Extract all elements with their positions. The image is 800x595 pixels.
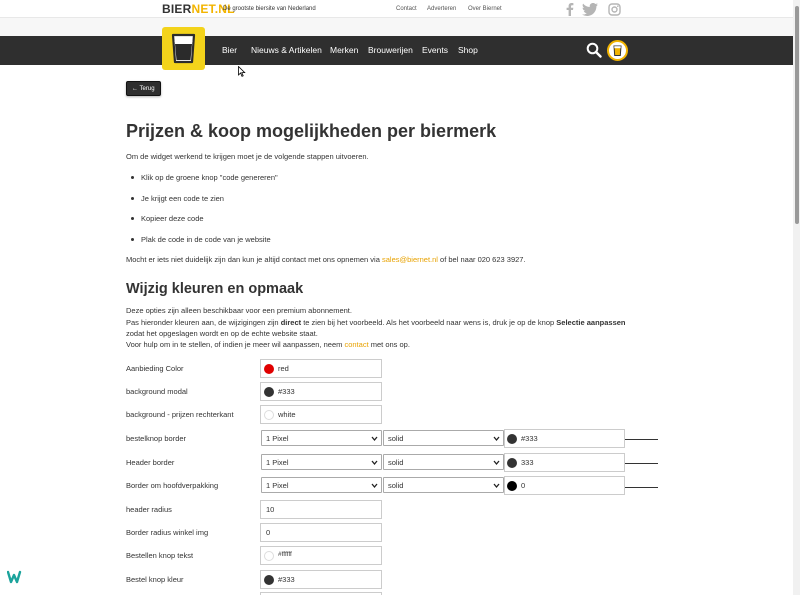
contact-link[interactable]: Contact — [396, 6, 417, 12]
email-link[interactable]: sales@biernet.nl — [381, 255, 438, 264]
field-value: 0 — [266, 528, 271, 537]
instruction-selectie: Selectie aanpassen — [556, 318, 626, 327]
beer-account-icon[interactable] — [607, 40, 628, 61]
hoofdverpakking-border-style-select[interactable] — [383, 477, 504, 493]
brand-watermark-icon — [7, 570, 22, 589]
bestellen-knop-tekst-input[interactable] — [260, 546, 382, 565]
field-value: #333 — [521, 434, 538, 443]
bullet-dot — [131, 217, 134, 220]
contact-text-before: Mocht er iets niet duidelijk zijn dan kun je altijd contact met ons opnemen via — [126, 255, 382, 264]
nav-shop[interactable]: Shop — [458, 45, 478, 55]
bestelknop-border-color-input[interactable] — [504, 429, 625, 448]
aanbieding-color-input[interactable] — [260, 359, 382, 378]
color-swatch[interactable] — [507, 458, 517, 468]
background-prijzen-label: background - prijzen rechterkant — [126, 410, 234, 419]
facebook-icon[interactable] — [563, 3, 577, 16]
field-value: #ffffff — [278, 551, 292, 558]
color-swatch[interactable] — [264, 364, 274, 374]
select-value: solid — [388, 434, 404, 443]
instruction-text — [126, 318, 626, 327]
logo-accent-text: NET.NL — [191, 2, 235, 16]
hoofdverpakking-border-label: Border om hoofdverpakking — [126, 481, 219, 490]
border-radius-winkel-input[interactable] — [260, 523, 382, 542]
aanbieding-color-label: Aanbieding Color — [126, 364, 184, 373]
beer-glass-logo[interactable] — [162, 27, 205, 70]
field-value: #333 — [278, 575, 295, 584]
chevron-down-icon — [371, 459, 378, 466]
header-border-color-input[interactable] — [504, 453, 625, 472]
step-2: Je krijgt een code te zien — [141, 194, 224, 203]
bestel-knop-kleur-input[interactable] — [260, 570, 382, 589]
field-value: 333 — [521, 458, 534, 467]
back-button[interactable]: ← Terug — [126, 81, 161, 96]
chevron-down-icon — [371, 435, 378, 442]
nav-bier[interactable]: Bier — [222, 45, 238, 55]
color-swatch[interactable] — [264, 410, 274, 420]
bestellen-knop-tekst-label: Bestellen knop tekst — [126, 551, 194, 560]
chevron-down-icon — [493, 459, 500, 466]
chevron-down-icon — [371, 482, 378, 489]
border-preview-line — [625, 487, 658, 488]
chevron-down-icon — [493, 482, 500, 489]
help-text — [126, 340, 410, 349]
select-value: 1 Pixel — [266, 481, 289, 490]
bullet-dot — [131, 197, 134, 200]
tagline: De grootste biersite van Nederland — [223, 6, 316, 12]
intro-text: Om de widget werkend te krijgen moet je de volgende stappen uitvoeren. — [126, 152, 369, 161]
field-value: 10 — [266, 505, 275, 514]
header-border-label: Header border — [126, 458, 175, 467]
instruction-part: te zien bij het voorbeeld. Als het voorbeeld naar wens is, druk je op de knop — [301, 318, 557, 327]
border-preview-line — [625, 463, 658, 464]
select-value: solid — [388, 481, 404, 490]
header-border-style-select[interactable] — [383, 454, 504, 470]
border-preview-line — [625, 439, 658, 440]
instruction-direct: direct — [280, 318, 302, 327]
step-4: Plak de code in de code van je website — [141, 235, 271, 244]
select-value: 1 Pixel — [266, 434, 289, 443]
select-value: solid — [388, 458, 404, 467]
field-value: #333 — [278, 387, 295, 396]
color-swatch[interactable] — [507, 434, 517, 444]
field-value: red — [278, 364, 289, 373]
header-border-size-select[interactable] — [261, 454, 382, 470]
adverteren-link[interactable]: Adverteren — [427, 6, 457, 12]
color-swatch[interactable] — [264, 575, 274, 585]
border-radius-winkel-label: Border radius winkel img — [126, 528, 209, 537]
contact-text — [126, 255, 526, 264]
color-swatch[interactable] — [264, 387, 274, 397]
bestelknop-border-style-select[interactable] — [383, 430, 504, 446]
scrollbar-thumb[interactable] — [795, 6, 799, 224]
premium-note: Deze opties zijn alleen beschikbaar voor een premium abonnement. — [126, 306, 352, 315]
field-value: 0 — [521, 481, 526, 490]
step-3: Kopieer deze code — [141, 214, 204, 223]
instruction-part: Pas hieronder kleuren aan, de wijzigingen zijn — [126, 318, 281, 327]
select-value: 1 Pixel — [266, 458, 289, 467]
over-biernet-link[interactable]: Over Biernet — [468, 6, 502, 12]
bestel-knop-kleur-label: Bestel knop kleur — [126, 575, 184, 584]
background-modal-label: background modal — [126, 387, 188, 396]
search-icon[interactable] — [586, 42, 602, 63]
background-prijzen-input[interactable] — [260, 405, 382, 424]
mouse-cursor-icon — [238, 64, 246, 82]
help-part: met ons op. — [368, 340, 410, 349]
chevron-down-icon — [493, 435, 500, 442]
logo-main-text: BIER — [162, 2, 192, 16]
background-modal-input[interactable] — [260, 382, 382, 401]
color-swatch[interactable] — [264, 551, 274, 561]
header-spacer — [0, 18, 793, 36]
contact-link-inline[interactable]: contact — [344, 340, 369, 349]
contact-text-after: of bel naar 020 623 3927. — [437, 255, 526, 264]
color-swatch[interactable] — [507, 481, 517, 491]
twitter-icon[interactable] — [582, 3, 598, 16]
hoofdverpakking-border-size-select[interactable] — [261, 477, 382, 493]
bestelknop-border-label: bestelknop border — [126, 434, 187, 443]
page-title: Prijzen & koop mogelijkheden per biermerk — [126, 121, 497, 141]
bullet-dot — [131, 238, 134, 241]
nav-nieuws-artikelen[interactable]: Nieuws & Artikelen — [251, 45, 322, 55]
section-title: Wijzig kleuren en opmaak — [126, 281, 304, 297]
step-1: Klik op de groene knop "code genereren" — [141, 173, 278, 182]
instruction-text-2: zodat het opgeslagen wordt en op de echte website staat. — [126, 329, 318, 338]
nav-events[interactable]: Events — [422, 45, 448, 55]
header-radius-label: header radius — [126, 505, 172, 514]
bestelknop-border-size-select[interactable] — [261, 430, 382, 446]
instagram-icon[interactable] — [607, 3, 621, 16]
hoofdverpakking-border-color-input[interactable] — [504, 476, 625, 495]
field-value: white — [278, 410, 296, 419]
nav-brouwerijen[interactable]: Brouwerijen — [368, 45, 413, 55]
header-radius-input[interactable] — [260, 500, 382, 519]
nav-merken[interactable]: Merken — [330, 45, 359, 55]
help-part: Voor hulp om in te stellen, of indien je meer wil aanpassen, neem — [126, 340, 345, 349]
bullet-dot — [131, 176, 134, 179]
